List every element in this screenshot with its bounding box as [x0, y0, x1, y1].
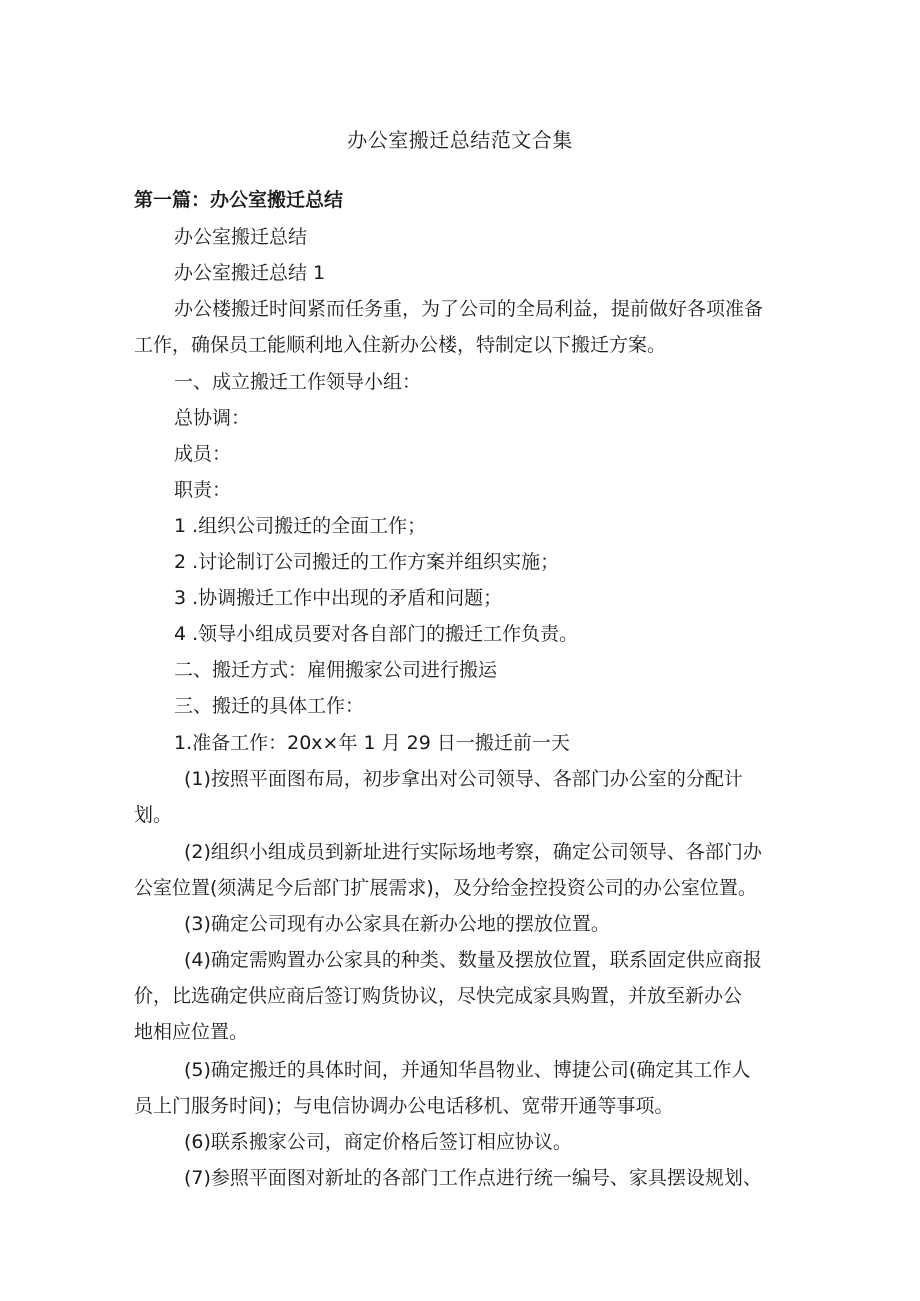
list-item-line: 划。 — [134, 804, 173, 826]
list-item-line: 员上门服务时间)；与电信协调办公电话移机、宽带开通等事项。 — [134, 1095, 674, 1117]
duty-item: 3 .协调搬迁工作中出现的矛盾和问题； — [174, 587, 503, 609]
list-item-line: 公室位置(须满足今后部门扩展需求)，及分给金控投资公司的办公室位置。 — [134, 877, 757, 899]
intro-paragraph-line: 办公楼搬迁时间紧而任务重，为了公司的全局利益，提前做好各项准备 — [174, 298, 764, 320]
list-item-line: 地相应位置。 — [134, 1021, 249, 1043]
list-item-line: (7)参照平面图对新址的各部门工作点进行统一编号、家具摆设规划、 — [184, 1167, 762, 1189]
members-label: 成员： — [174, 443, 232, 465]
list-item-line: (4)确定需购置办公家具的种类、数量及摆放位置，联系固定供应商报 — [184, 949, 762, 971]
part-heading: 一、成立搬迁工作领导小组： — [174, 371, 422, 393]
duty-item: 1 .组织公司搬迁的全面工作； — [174, 515, 427, 537]
intro-paragraph-line: 工作，确保员工能顺利地入住新办公楼，特制定以下搬迁方案。 — [134, 334, 667, 356]
subtitle-line: 办公室搬迁总结 — [174, 226, 308, 248]
document-title: 办公室搬迁总结范文合集 — [347, 128, 573, 152]
list-item-line: (6)联系搬家公司，商定价格后签订相应协议。 — [184, 1131, 572, 1153]
part-heading: 二、搬迁方式：雇佣搬家公司进行搬运 — [174, 659, 498, 681]
list-item-line: 价，比选确定供应商后签订购货协议，尽快完成家具购置，并放至新办公 — [134, 985, 743, 1007]
part-heading: 三、搬迁的具体工作： — [174, 695, 365, 717]
list-item-line: (3)确定公司现有办公家具在新办公地的摆放位置。 — [184, 913, 610, 935]
duty-item: 4 .领导小组成员要对各自部门的搬迁工作负责。 — [174, 623, 579, 645]
duties-label: 职责： — [174, 479, 232, 501]
coordinator-label: 总协调： — [174, 407, 251, 429]
duty-item: 2 .讨论制订公司搬迁的工作方案并组织实施； — [174, 551, 560, 573]
list-item-line: (2)组织小组成员到新址进行实际场地考察，确定公司领导、各部门办 — [184, 841, 762, 863]
section-heading: 第一篇：办公室搬迁总结 — [134, 189, 344, 211]
subtitle-line: 办公室搬迁总结 1 — [174, 262, 326, 284]
list-item-line: (5)确定搬迁的具体时间，并通知华昌物业、博捷公司(确定其工作人 — [184, 1059, 751, 1081]
list-item-line: (1)按照平面图布局，初步拿出对公司领导、各部门办公室的分配计 — [184, 768, 743, 790]
prep-heading: 1.准备工作：20x×年 1 月 29 日一搬迁前一天 — [174, 732, 570, 754]
